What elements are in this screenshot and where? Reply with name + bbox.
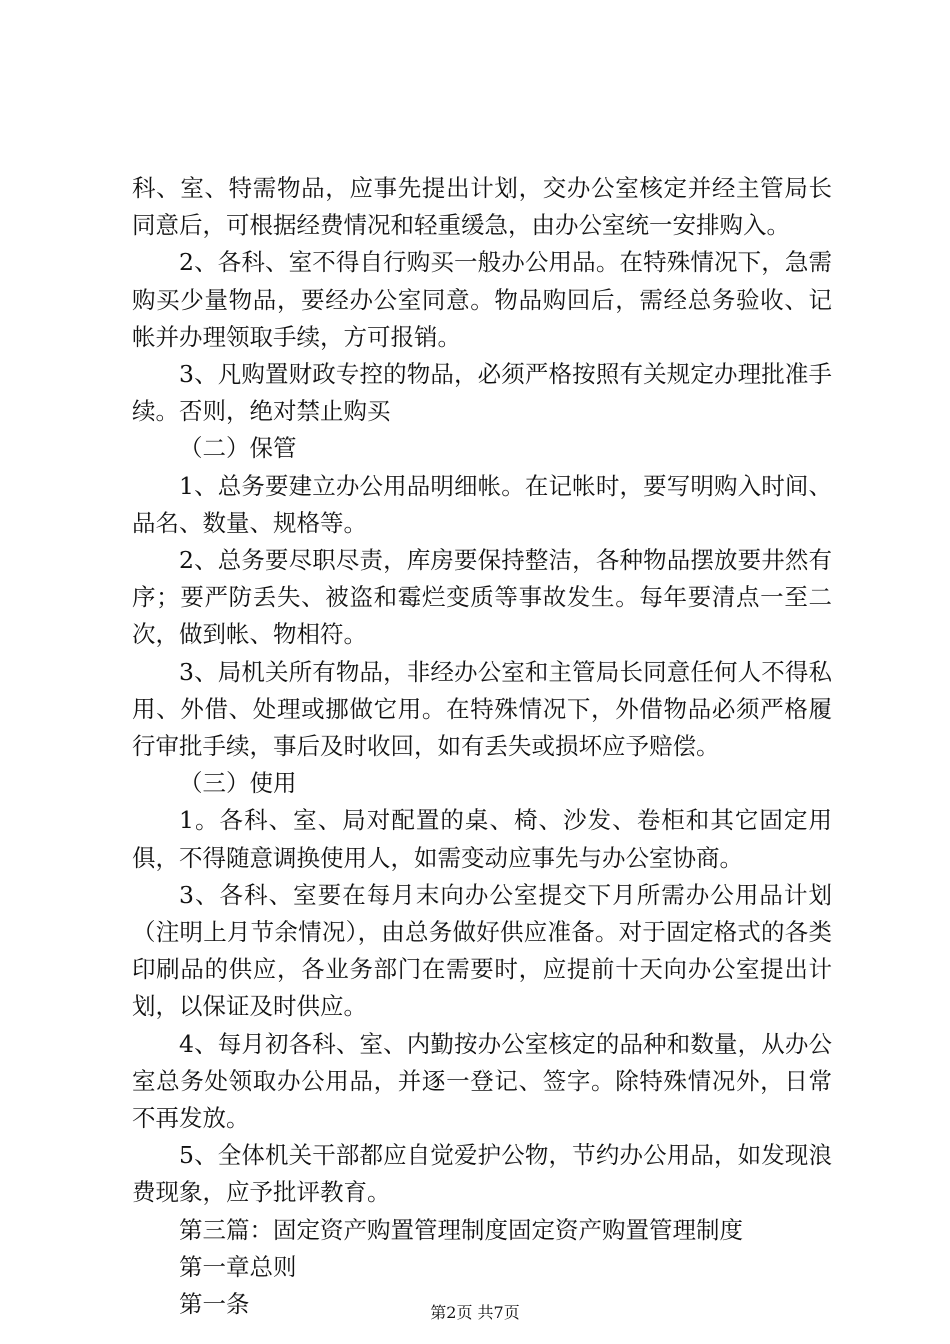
paragraph-usage-1: 1。各科、室、局对配置的桌、椅、沙发、卷柜和其它固定用俱，不得随意调换使用人，如需变动应事先与办公室协商。: [132, 806, 832, 872]
paragraph-purchase-3: 3、凡购置财政专控的物品，必须严格按照有关规定办理批准手续。否则，绝对禁止购买: [132, 360, 832, 426]
document-body: [132, 170, 832, 1323]
paragraph-storage-2: 2、总务要尽职尽责，库房要保持整洁，各种物品摆放要井然有序；要严防丢失、被盗和霉烂变质等事故发生。每年要清点一至二次，做到帐、物相符。: [132, 546, 832, 649]
chapter-heading: 第一章总则: [179, 1252, 297, 1281]
page-footer: 第2页 共7页: [430, 1303, 520, 1322]
section-heading-storage: （二）保管: [179, 434, 297, 463]
section-heading-usage: （三）使用: [179, 769, 297, 798]
chapter-title: 第三篇：固定资产购置管理制度固定资产购置管理制度: [179, 1215, 743, 1244]
paragraph-usage-4: 4、每月初各科、室、内勤按办公室核定的品种和数量，从办公室总务处领取办公用品，并逐一登记、签字。除特殊情况外，日常不再发放。: [132, 1029, 832, 1133]
paragraph-usage-5: 5、全体机关干部都应自觉爱护公物，节约办公用品，如发现浪费现象，应予批评教育。: [132, 1141, 832, 1207]
paragraph-continuation: 科、室、特需物品，应事先提出计划，交办公室核定并经主管局长同意后，可根据经费情况和轻重缓急，由办公室统一安排购入。: [132, 174, 832, 240]
paragraph-storage-3: 3、局机关所有物品，非经办公室和主管局长同意任何人不得私用、外借、处理或挪做它用。在特殊情况下，外借物品必须严格履行审批手续，事后及时收回，如有丢失或损坏应予赔偿。: [132, 657, 832, 761]
paragraph-storage-1: 1、总务要建立办公用品明细帐。在记帐时，要写明购入时间、品名、数量、规格等。: [132, 471, 832, 537]
paragraph-usage-3: 3、各科、室要在每月末向办公室提交下月所需办公用品计划（注明上月节余情况），由总务做好供应准备。对于固定格式的各类印刷品的供应，各业务部门在需要时，应提前十天向办公室提出计划，以保证及时供应。: [132, 880, 832, 1021]
article-heading: 第一条: [179, 1290, 250, 1319]
paragraph-purchase-2: 2、各科、室不得自行购买一般办公用品。在特殊情况下，急需购买少量物品，要经办公室同意。物品购回后，需经总务验收、记帐并办理领取手续，方可报销。: [132, 248, 832, 351]
